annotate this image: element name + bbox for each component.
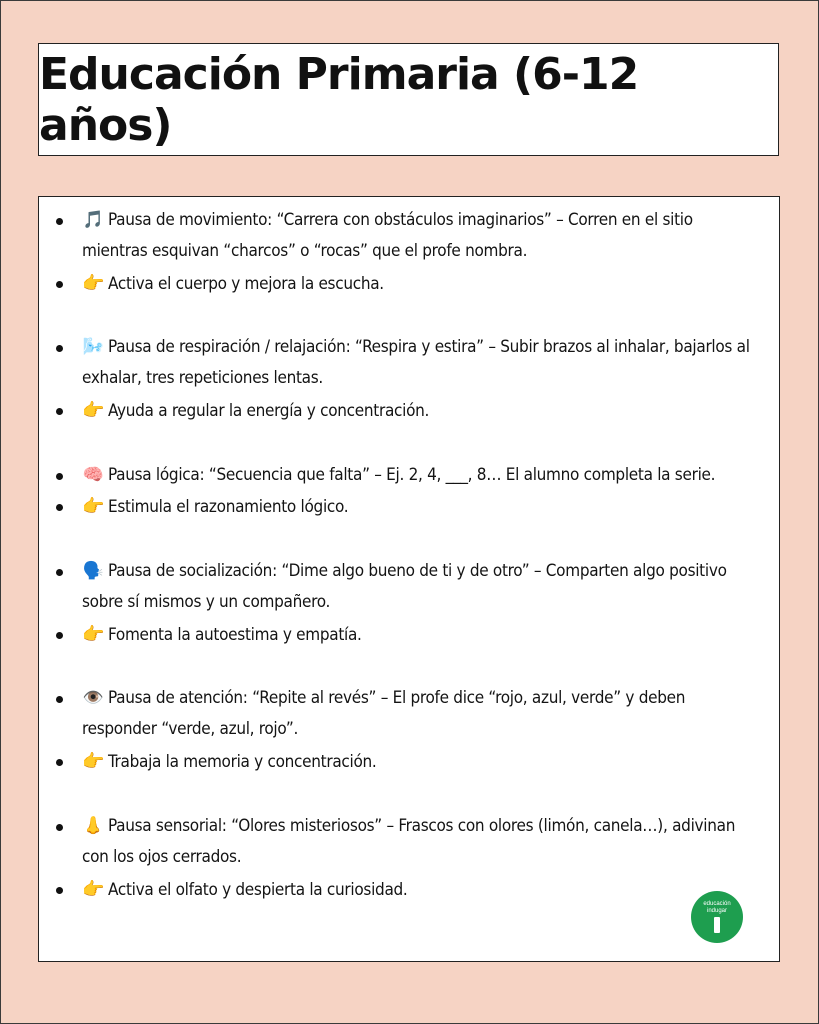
brain-icon: 🧠 — [82, 465, 104, 485]
page-title: Educación Primaria (6-12 años) — [39, 48, 639, 151]
item-text: Fomenta la autoestima y empatía. — [108, 625, 362, 645]
title-box — [38, 43, 779, 156]
list-item — [82, 874, 762, 906]
list-item — [82, 619, 762, 651]
list-item — [82, 332, 762, 394]
content-panel — [38, 196, 780, 962]
pointing-hand-icon: 👉 — [82, 751, 105, 772]
item-text: Activa el cuerpo y mejora la escucha. — [108, 274, 384, 294]
pointing-hand-icon: 👉 — [82, 624, 105, 645]
item-text: Pausa de respiración / relajación: “Respira y estira” – Subir brazos al inhalar, bajarlos al exhalar, tres repeticiones lentas. — [82, 337, 750, 388]
list-item — [82, 556, 762, 618]
bullet — [56, 408, 63, 415]
bullet — [56, 824, 63, 831]
list-item — [82, 491, 762, 523]
item-text: Activa el olfato y despierta la curiosidad. — [108, 880, 408, 900]
item-text: Pausa de atención: “Repite al revés” – El profe dice “rojo, azul, verde” y deben responder “verde, azul, rojo”. — [82, 688, 686, 739]
pointing-hand-icon: 👉 — [82, 400, 105, 421]
list-item — [82, 746, 762, 778]
nose-icon: 👃 — [82, 816, 104, 836]
pointing-hand-icon: 👉 — [82, 273, 105, 294]
list-item — [82, 811, 762, 873]
bullet — [56, 218, 63, 225]
bullet — [56, 887, 63, 894]
pointing-hand-icon: 👉 — [82, 879, 105, 900]
bullet — [56, 569, 63, 576]
item-text: Trabaja la memoria y concentración. — [108, 752, 377, 772]
item-text: Pausa de socialización: “Dime algo bueno de ti y de otro” – Comparten algo positivo sobre sí mismos y un compañero. — [82, 561, 727, 612]
bullet — [56, 504, 63, 511]
list-item — [82, 460, 762, 491]
logo-line-2: indugar — [706, 908, 727, 914]
brand-logo — [691, 891, 743, 943]
item-text: Estimula el razonamiento lógico. — [108, 497, 349, 517]
pointing-hand-icon: 👉 — [82, 496, 105, 517]
eye-icon: 👁️ — [82, 688, 104, 708]
list-item — [82, 395, 762, 427]
list-item — [82, 268, 762, 300]
bullet — [56, 281, 63, 288]
music-note-icon: 🎵 — [82, 210, 104, 230]
list-item — [82, 205, 762, 267]
item-text: Pausa de movimiento: “Carrera con obstáculos imaginarios” – Corren en el sitio mientras esquivan “charcos” o “rocas” que el profe nombra. — [82, 210, 693, 261]
speaking-head-icon: 🗣️ — [82, 561, 104, 581]
item-text: Pausa sensorial: “Olores misteriosos” – Frascos con olores (limón, canela…), adivinan con los ojos cerrados. — [82, 816, 736, 867]
bullet — [56, 345, 63, 352]
bullet — [56, 696, 63, 703]
bullet — [56, 759, 63, 766]
bullet — [56, 632, 63, 639]
pencil-icon — [714, 917, 720, 933]
list-item — [82, 683, 762, 745]
item-text: Pausa lógica: “Secuencia que falta” – Ej. 2, 4, ___, 8… El alumno completa la serie. — [108, 465, 716, 485]
bullet — [56, 473, 63, 480]
item-text: Ayuda a regular la energía y concentración. — [108, 401, 430, 421]
wind-face-icon: 🌬️ — [82, 337, 104, 357]
logo-line-1: educación — [703, 901, 731, 907]
